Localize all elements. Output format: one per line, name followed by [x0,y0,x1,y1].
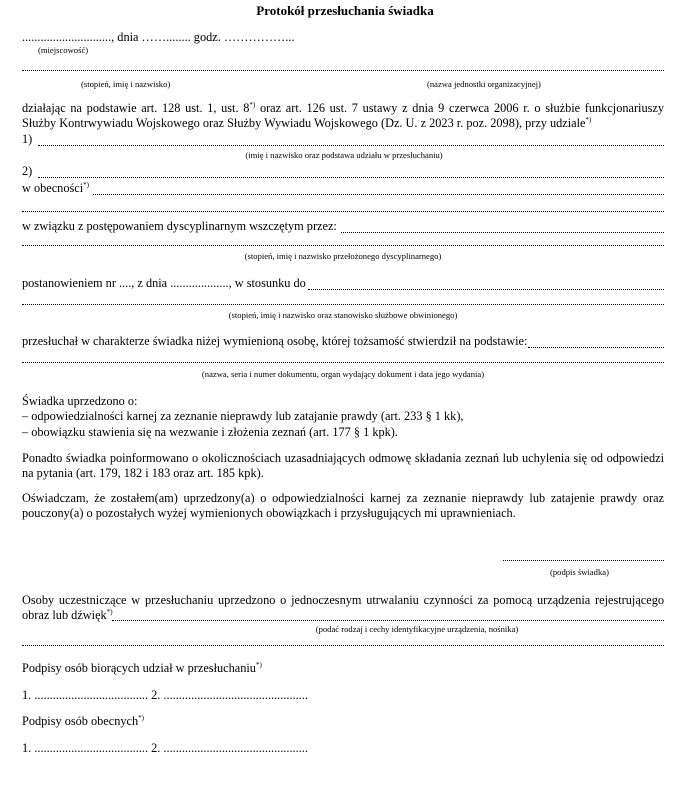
decision-label: postanowieniem nr ...., z dnia ..................., w stosunku do [22,276,306,290]
presence-field-2[interactable] [22,211,664,212]
participant-2-field[interactable] [38,177,664,178]
caption-unit: (nazwa jednostki organizacyjnej) [427,79,541,89]
disciplinary-initiator-field-2[interactable] [22,245,664,246]
caption-rank: (stopień, imię i nazwisko) [81,79,171,89]
recording-paragraph: Osoby uczestniczące w przesłuchaniu uprzedzono o jednoczesnym utrwalaniu czynności za pomocą urządzenia rejestrującego obraz lub dźwięk*) [22,593,664,622]
identity-document-field[interactable] [22,362,664,363]
disciplinary-proceedings-label: w związku z postępowaniem dyscyplinarnym wszczętym przez: [22,219,337,233]
caption-document: (nazwa, seria i numer dokumentu, organ wydający dokument i data jego wydania) [201,369,485,379]
accused-field[interactable] [308,289,664,290]
device-field[interactable] [112,620,664,621]
identity-basis-field[interactable] [528,347,664,348]
participant-1-label: 1) [22,132,33,146]
caption-place: (miejscowość) [38,45,89,55]
caption-participant: (imię i nazwisko oraz podstawa udziału w przesłuchaniu) [245,150,443,160]
informed-paragraph: Ponadto świadka poinformowano o okolicznościach uzasadniających odmowę składania zeznań lub uchylenia się od odpowiedzi na pytania (art. 179, 182 i 183 oraz art. 185 kpk). [22,451,664,480]
caption-superior: (stopień, imię i nazwisko przełożonego dyscyplinarnego) [244,251,442,261]
present-signatures-label: Podpisy osób obecnych*) [22,714,144,728]
declaration-paragraph: Oświadczam, że zostałem(am) uprzedzony(a) o odpowiedzialności karnej za zeznanie nieprawdy lub zatajenie prawdy oraz pouczony(a) o pozostałych wyżej wymienionych obowiązkach i przysługujących mi uprawnieniach. [22,491,664,520]
presence-field[interactable] [93,194,664,195]
intro-paragraph: działając na podstawie art. 128 ust. 1, ust. 8*) oraz art. 126 ust. 7 ustawy z dnia 9 czerwca 2006 r. o służbie funkcjonariuszy Służby Kontrwywiadu Wojskowego oraz Służby Wywiadu Wojskowego (Dz. U. z 2023 r. poz. 2098), przy udziale*) [22,101,665,130]
caption-device: (podać rodzaj i cechy identyfikacyjne urządzenia, nośnika) [315,624,519,634]
disciplinary-initiator-field[interactable] [341,232,664,233]
warned-title: Świadka uprzedzono o: [22,394,138,408]
witness-signature-field[interactable] [503,560,664,561]
rank-unit-field[interactable] [22,70,664,71]
participants-signature-lines[interactable]: 1. ..................................... 2. ............................................... [22,688,308,702]
presence-label: w obecności*) [22,181,89,195]
warned-item-2: – obowiązku stawienia się na wezwanie i złożenia zeznań (art. 177 § 1 kpk). [22,425,398,439]
participant-1-field[interactable] [38,145,664,146]
heard-label: przesłuchał w charakterze świadka niżej wymienioną osobę, której tożsamość stwierdził na podstawie: [22,334,528,348]
device-field-2[interactable] [22,645,664,646]
caption-accused: (stopień, imię i nazwisko oraz stanowisko służbowe obwinionego) [228,310,458,320]
present-signature-lines[interactable]: 1. ..................................... 2. ............................................... [22,741,308,755]
page-title: Protokół przesłuchania świadka [256,3,434,18]
caption-witness-signature: (podpis świadka) [550,567,609,577]
participants-signatures-label: Podpisy osób biorących udział w przesłuchaniu*) [22,661,262,675]
place-date-field[interactable]: ............................., dnia ……........ godz. ……………... [22,30,295,44]
warned-item-1: – odpowiedzialności karnej za zeznanie nieprawdy lub zatajanie prawdy (art. 233 § 1 kk), [22,409,464,423]
participant-2-label: 2) [22,164,33,178]
accused-field-2[interactable] [22,304,664,305]
